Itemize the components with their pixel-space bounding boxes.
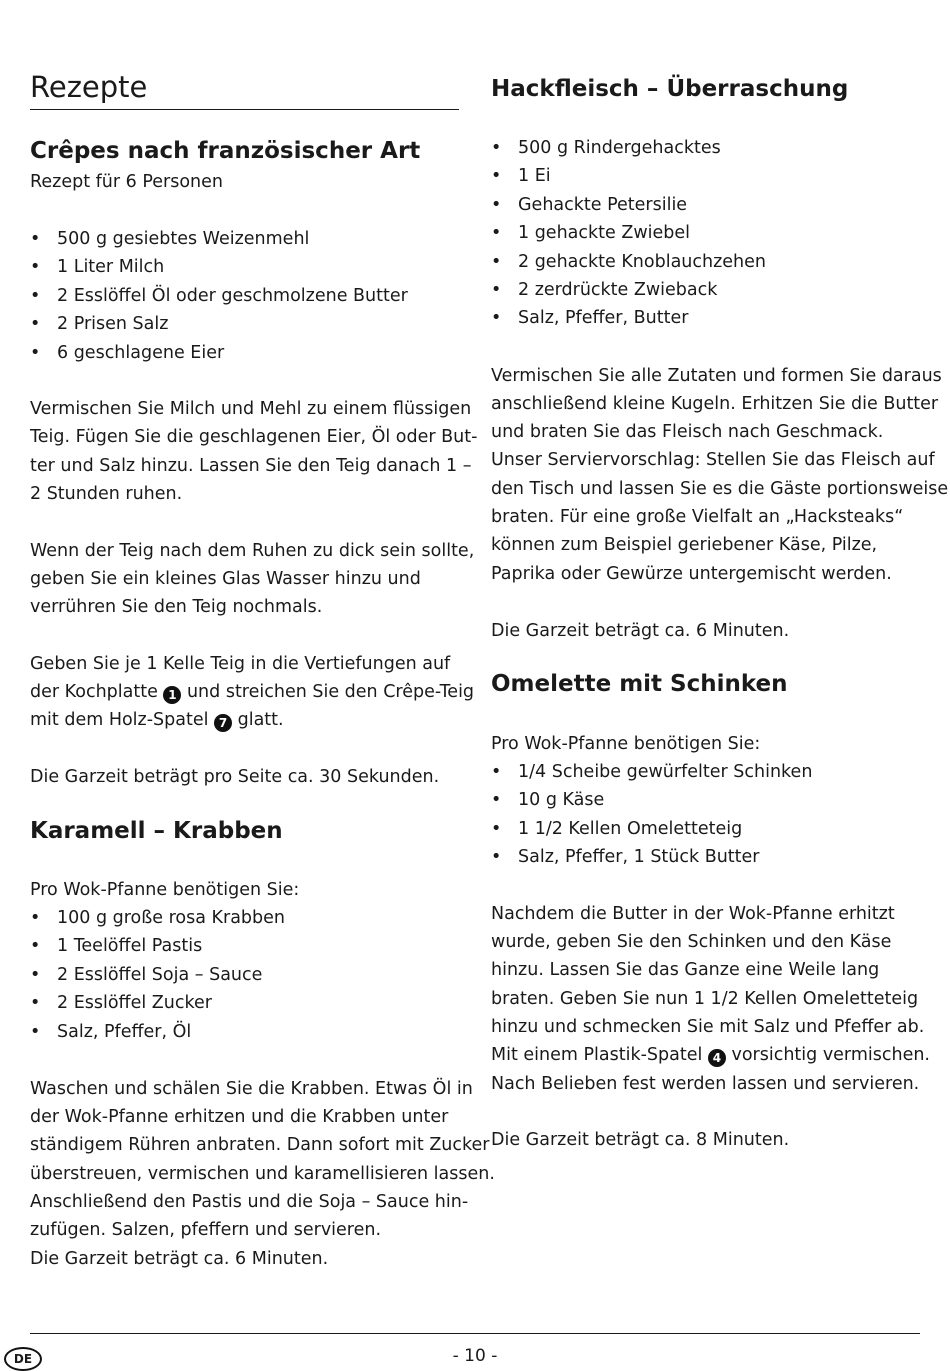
crepes-heading: Crêpes nach französischer Art: [30, 138, 421, 164]
language-badge: DE: [4, 1347, 42, 1371]
text-line: ter und Salz hinzu. Lassen Sie den Teig danach 1 –: [30, 456, 472, 476]
text-line: der Kochplatte 1 und streichen Sie den Crêpe-Teig: [30, 682, 475, 702]
text-line: Teig. Fügen Sie die geschlagenen Eier, Öl oder But-: [30, 427, 478, 447]
page-title: Rezepte: [30, 70, 148, 104]
text-line: Vermischen Sie alle Zutaten und formen Sie daraus: [491, 366, 942, 386]
text-line: geben Sie ein kleines Glas Wasser hinzu und: [30, 569, 421, 589]
text-line: den Tisch und lassen Sie es die Gäste portionsweise: [491, 479, 949, 499]
text-line: Paprika oder Gewürze untergemischt werden.: [491, 564, 892, 584]
text-line: Unser Serviervorschlag: Stellen Sie das Fleisch auf: [491, 450, 935, 470]
karamell-intro: Pro Wok-Pfanne benötigen Sie:: [30, 880, 300, 900]
text-line: Nach Belieben fest werden lassen und servieren.: [491, 1074, 920, 1094]
text-line: hinzu. Lassen Sie das Ganze eine Weile lang: [491, 960, 880, 980]
hackfleisch-heading: Hackfleisch – Überraschung: [491, 76, 849, 102]
title-rule: [30, 109, 459, 110]
text-line: können zum Beispiel geriebener Käse, Pilze,: [491, 535, 878, 555]
omelette-intro: Pro Wok-Pfanne benötigen Sie:: [491, 734, 761, 754]
text-line: ständigem Rühren anbraten. Dann sofort mit Zucker: [30, 1135, 490, 1155]
text-line: Vermischen Sie Milch und Mehl zu einem flüssigen: [30, 399, 472, 419]
text-line: Nachdem die Butter in der Wok-Pfanne erhitzt: [491, 904, 895, 924]
omelette-cooking-time: Die Garzeit beträgt ca. 8 Minuten.: [491, 1130, 790, 1150]
part-number-7-icon: 7: [214, 714, 232, 732]
text-line: Mit einem Plastik-Spatel 4 vorsichtig vermischen.: [491, 1045, 930, 1065]
text-line: Geben Sie je 1 Kelle Teig in die Vertiefungen auf: [30, 654, 451, 674]
crepes-cooking-time: Die Garzeit beträgt pro Seite ca. 30 Sekunden.: [30, 767, 440, 787]
text-line: überstreuen, vermischen und karamellisieren lassen.: [30, 1164, 495, 1184]
text-line: der Wok-Pfanne erhitzen und die Krabben unter: [30, 1107, 449, 1127]
text-line: Die Garzeit beträgt ca. 6 Minuten.: [30, 1249, 329, 1269]
hackfleisch-cooking-time: Die Garzeit beträgt ca. 6 Minuten.: [491, 621, 790, 641]
text-line: Wenn der Teig nach dem Ruhen zu dick sein sollte,: [30, 541, 475, 561]
part-number-1-icon: 1: [163, 686, 181, 704]
text-line: mit dem Holz-Spatel 7 glatt.: [30, 710, 284, 730]
text-line: verrühren Sie den Teig nochmals.: [30, 597, 323, 617]
text-line: braten. Für eine große Vielfalt an „Hacksteaks“: [491, 507, 904, 527]
omelette-heading: Omelette mit Schinken: [491, 671, 788, 697]
page-number: - 10 -: [452, 1346, 498, 1366]
karamell-heading: Karamell – Krabben: [30, 818, 283, 844]
part-number-4-icon: 4: [708, 1049, 726, 1067]
text-line: wurde, geben Sie den Schinken und den Käse: [491, 932, 892, 952]
text-line: 2 Stunden ruhen.: [30, 484, 183, 504]
text-line: braten. Geben Sie nun 1 1/2 Kellen Omeletteteig: [491, 989, 919, 1009]
text-line: hinzu und schmecken Sie mit Salz und Pfeffer ab.: [491, 1017, 925, 1037]
text-line: anschließend kleine Kugeln. Erhitzen Sie die Butter: [491, 394, 939, 414]
text-line: Waschen und schälen Sie die Krabben. Etwas Öl in: [30, 1079, 473, 1099]
text-line: zufügen. Salzen, pfeffern und servieren.: [30, 1220, 382, 1240]
text-line: Anschließend den Pastis und die Soja – Sauce hin-: [30, 1192, 469, 1212]
crepes-servings: Rezept für 6 Personen: [30, 172, 223, 192]
text-line: und braten Sie das Fleisch nach Geschmack.: [491, 422, 884, 442]
footer-rule: [30, 1333, 920, 1334]
